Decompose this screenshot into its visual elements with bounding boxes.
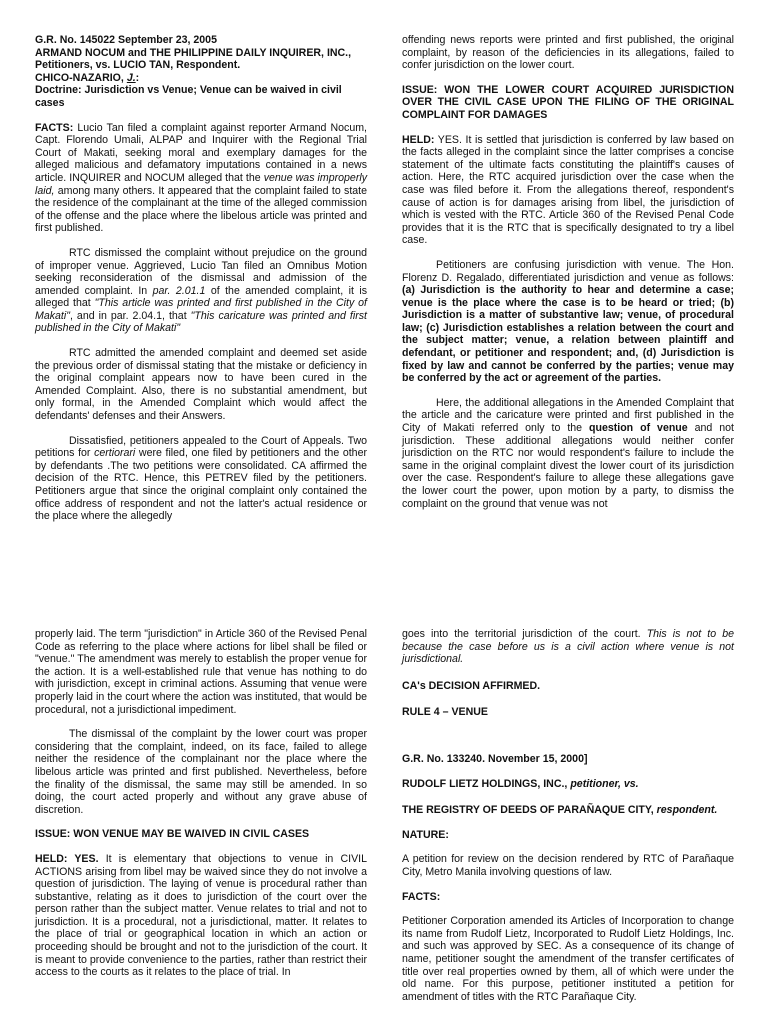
here-text-1: Here, the additional allegations in the Amended Complaint that the article and the caricature were printed and first published in the City of Makati referred only to the — [402, 396, 734, 435]
facts-text-3: among many others. It appeared that the complaint failed to state the residence of the complainant at the time of the alleged commission of the offense and the place where the libelous article was printed and first published. — [35, 184, 367, 235]
cont3-text-1: goes into the territorial jurisdiction of the court. — [402, 628, 647, 640]
held-1-paragraph — [402, 134, 734, 247]
facts-2-text: Petitioner Corporation amended its Articles of Incorporation to change its name from Rudolf Lietz, Incorporated to Rudolf Lietz Holdings, Inc. and such was approved by SEC. As a consequence of its change of name, petitioner sought the amendment of the transfer certificates of title over real properties owned by them, all of which were under the old name. For this purpose, petitioner instituted a petition for amendment of titles with the RTC Parañaque City. — [402, 915, 734, 1003]
case-parties: ARMAND NOCUM and THE PHILIPPINE DAILY INQUIRER, INC., Petitioners, vs. LUCIO TAN, Respondent. — [35, 46, 352, 72]
facts-label: FACTS: — [35, 121, 74, 134]
rule-4-heading: RULE 4 – VENUE — [402, 706, 488, 719]
doctrine: Doctrine: Jurisdiction vs Venue; Venue can be waived in civil cases — [35, 84, 342, 109]
additional-allegations-paragraph — [402, 397, 734, 510]
confusing-text-1: Petitioners are confusing jurisdiction with venue. The Hon. Florenz D. Regalado, differentiated jurisdiction and venue as follows: — [402, 258, 734, 284]
confusing-text-2: (a) Jurisdiction is the authority to hear and determine a case; venue is the place where the case is to be heard or tried; (b) Jurisdiction is a matter of substantive law; venue, of procedural law; (c) Jurisdiction establishes a relation between the court and the subject matter; venue, a relation between plaintiff and defendant, or petitioner and respondent; and, (d) Jurisdiction is fixed by law and cannot be conferred by the parties; venue may be conferred by the act or agreement of the parties. — [402, 284, 734, 385]
continued-paragraph: offending news reports were printed and first published, the original complaint, by reason of the deficiencies in its allegations, failed to confer jurisdiction on the lower court. — [402, 34, 734, 72]
p4-text-2: certiorari — [94, 447, 136, 460]
page2-right-column — [402, 628, 734, 1003]
case-2-petitioner-name: RUDOLF LIETZ HOLDINGS, INC., — [402, 777, 571, 790]
rtc-admitted-paragraph: RTC admitted the amended complaint and deemed set aside the previous order of dismissal stating that the mistake or deficiency in the original complaint appears now to have been cured in the Amended Complaint. Also, there is no substantial amendment, but only formal, in the Amended Complaint which would affect the defendants' defenses and their Answers. — [35, 347, 367, 423]
ponente-colon: : — [135, 71, 140, 84]
held-1-label: HELD: — [402, 133, 435, 146]
ca-decision-affirmed: CA's DECISION AFFIRMED. — [402, 679, 541, 692]
case-2-number: G.R. No. 133240. November 15, 2000] — [402, 752, 588, 765]
held-2-paragraph — [35, 853, 367, 979]
page1-right-column — [402, 34, 734, 510]
page1-left-column — [35, 34, 367, 523]
here-text-2: question of venue — [589, 422, 688, 435]
held-1-text: YES. It is settled that jurisdiction is conferred by law based on the facts alleged in the complaint since the latter comprises a concise statement of the ultimate facts constituting the plaintiff's causes of action. Here, the RTC acquired jurisdiction over the case when the case was filed before it. From the allegations thereof, respondent's cause of action is for damages arising from libel, the jurisdiction of which is vested with the RTC. Article 360 of the Revised Penal Code provides that it is the RTC that is specifically designated to try a libel case. — [402, 133, 734, 247]
cont3-text-2: This is not to be because the case before us is a civil action where venue is not jurisdictional. — [402, 628, 734, 666]
issue-2: ISSUE: WON VENUE MAY BE WAIVED IN CIVIL CASES — [35, 828, 310, 841]
p2-text-4: "This article was printed and first published in the City of Makati" — [35, 297, 368, 322]
case-2-respondent — [402, 804, 734, 817]
issue-1: ISSUE: WON THE LOWER COURT ACQUIRED JURISDICTION OVER THE CIVIL CASE UPON THE FILING OF THE ORIGINAL COMPLAINT FOR DAMAGES — [402, 83, 734, 121]
p2-text-5: , and in par. 2.04.1, that — [69, 309, 191, 322]
facts-paragraph — [35, 122, 367, 235]
jurisdiction-venue-paragraph — [402, 259, 734, 385]
held-2-text: It is elementary that objections to venue in CIVIL ACTIONS arising from libel may be waived since they do not involve a question of jurisdiction. The laying of venue is procedural rather than substantive, relating as it does to jurisdiction of the court over the person rather than the subject matter. Venue relates to trial and not to jurisdiction. It is a procedural, not a jurisdictional, matter. It relates to the place of trial or geographical location in which an action or proceeding should be brought and not to the jurisdiction of the court. It is meant to provide convenience to the parties, rather than restrict their access to the courts as it relates to the place of trial. In — [35, 852, 367, 979]
rtc-dismissed-paragraph — [35, 247, 367, 335]
ponente — [35, 72, 367, 85]
p2-text-3: of the amended complaint, it is alleged that — [35, 284, 367, 310]
page2-left-column — [35, 628, 367, 979]
p4-text-1: Dissatisfied, petitioners appealed to the Court of Appeals. Two petitions for — [35, 434, 367, 460]
p2-text-1: RTC dismissed the complaint without prejudice on the ground of improper venue. Aggrieved, Lucio Tan filed an Omnibus Motion seeking reconsideration of the dismissal and admission of the amended complaint. In — [35, 246, 367, 297]
p2-text-2: par. 2.01.1 — [152, 284, 206, 297]
held-2-label: HELD: YES. — [35, 852, 99, 865]
case-number-line: G.R. No. 145022 September 23, 2005 — [35, 34, 217, 46]
p2-text-6: "This caricature was printed and first published in the City of Makati" — [35, 309, 367, 335]
case-2-petitioner — [402, 778, 734, 791]
continued-paragraph-3 — [402, 628, 734, 666]
dissatisfied-paragraph — [35, 435, 367, 523]
dismissal-paragraph: The dismissal of the complaint by the lower court was proper considering that the complaint, indeed, on its face, failed to allege neither the residence of the complainant nor the place where the libelous article was printed and first published. Nevertheless, before the finality of the dismissal, the same may still be amended. In so doing, the court acted properly and without any grave abuse of discretion. — [35, 728, 367, 816]
continued-paragraph-2: properly laid. The term "jurisdiction" in Article 360 of the Revised Penal Code as referring to the place where actions for libel shall be filed or "venue." The amendment was merely to establish the proper venue for the action. It is a well-established rule that venue has nothing to do with jurisdiction, except in criminal actions. Assuming that venue were properly laid in the court where the action was instituted, that would be procedural, not a jurisdictional impediment. — [35, 628, 367, 716]
facts-text-1: Lucio Tan filed a complaint against reporter Armand Nocum, Capt. Florendo Umali, ALPAP and Inquirer with the Regional Trial Court of Makati, seeking moral and exemplary damages for the alleged malicious and defamatory imputations contained in a news article. INQUIRER and NOCUM alleged that the — [35, 121, 367, 184]
case-2-petitioner-role: petitioner, vs. — [570, 777, 639, 790]
ponente-j: J. — [126, 71, 136, 84]
ponente-name: CHICO-NAZARIO, — [35, 71, 127, 84]
nature-label: NATURE: — [402, 828, 449, 841]
case-header — [35, 34, 367, 110]
facts-2-label: FACTS: — [402, 890, 441, 903]
case-2-respondent-role: respondent. — [656, 804, 718, 817]
facts-text-2: venue was improperly laid, — [35, 171, 368, 197]
case-2-respondent-name: THE REGISTRY OF DEEDS OF PARAÑAQUE CITY, — [402, 804, 657, 817]
nature-text: A petition for review on the decision rendered by RTC of Parañaque City, Metro Manila involving questions of law. — [402, 853, 734, 878]
p4-text-3: were filed, one filed by petitioners and the other by defendants .The two petitions were consolidated. CA affirmed the decision of the RTC. Hence, this PETREV filed by the petitioners. Petitioners argue that since the original complaint only contained the office address of respondent and not the latter's actual residence or the place where the allegedly — [35, 447, 367, 523]
here-text-3: and not jurisdiction. These additional allegations would neither confer jurisdiction on the RTC nor would respondent's failure to include the same in the original complaint divest the lower court of its jurisdiction over the case. Respondent's failure to allege these allegations gave the lower court the power, upon motion by a party, to dismiss the complaint on the ground that venue was not — [402, 422, 734, 510]
